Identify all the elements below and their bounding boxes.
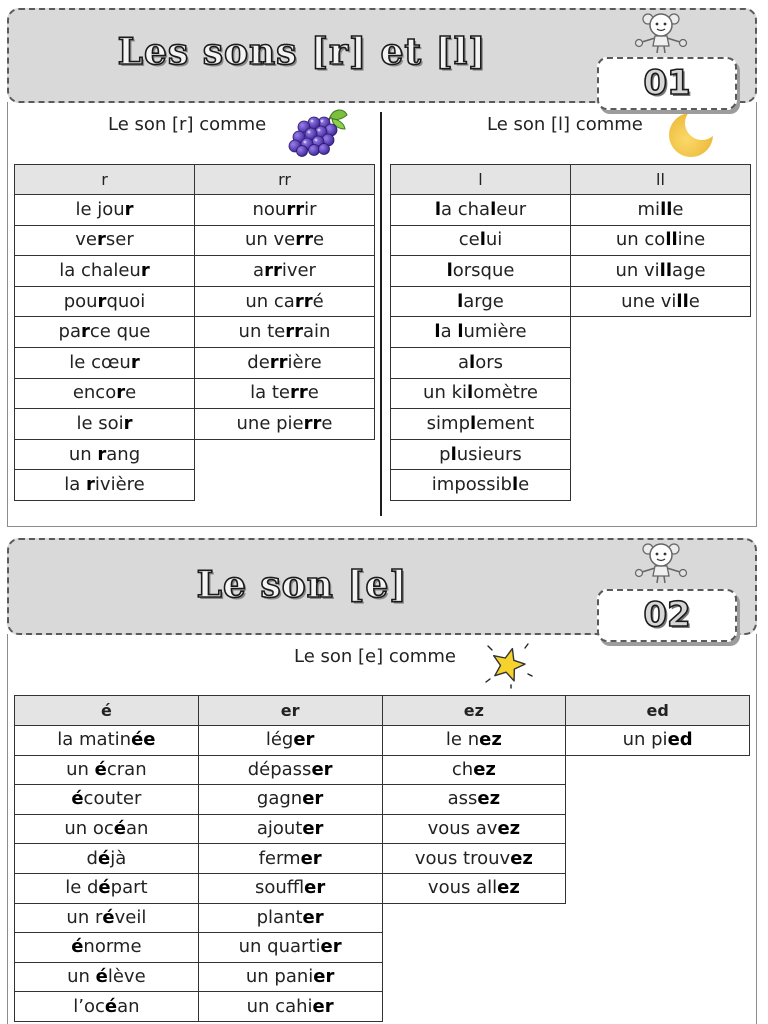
sound-letters: l	[470, 412, 477, 434]
word-part: a cha	[441, 198, 491, 220]
word-part: arge	[463, 290, 504, 312]
table-head	[15, 696, 750, 726]
word-part: pou	[63, 290, 98, 312]
table-cell	[15, 814, 199, 844]
table-row	[15, 814, 750, 844]
sound-letters: rr	[286, 198, 305, 220]
table-header-row	[391, 165, 751, 195]
word-part: un	[67, 966, 96, 988]
empty-cell	[382, 903, 566, 933]
grapes-icon	[284, 107, 348, 157]
sound-letters: l	[457, 290, 464, 312]
empty-cell	[566, 785, 750, 815]
word-part: age	[672, 259, 706, 281]
sound-letters: r	[130, 351, 140, 373]
empty-cell	[566, 873, 750, 903]
table-cell	[382, 844, 566, 874]
table-cell	[195, 347, 375, 378]
empty-cell	[571, 378, 751, 409]
sound-letters: é	[71, 936, 84, 958]
word-part: e	[307, 382, 319, 404]
word-part: le d	[65, 877, 99, 899]
sound-letters: é	[94, 758, 107, 780]
table-row	[15, 286, 375, 317]
word-part: jà	[110, 847, 127, 869]
word-part: part	[110, 877, 148, 899]
empty-cell	[571, 439, 751, 470]
word-part: gagn	[256, 788, 303, 810]
table-cell	[15, 992, 199, 1022]
table-row	[391, 286, 751, 317]
table-cell	[15, 755, 199, 785]
word-part: ch	[451, 758, 474, 780]
word-part: norme	[83, 936, 142, 958]
sound-letters: ll	[676, 290, 689, 312]
empty-cell	[566, 844, 750, 874]
star-icon	[481, 638, 535, 690]
column-header: ed	[566, 696, 750, 726]
word-part: ement	[476, 412, 535, 434]
table-cell	[391, 409, 571, 440]
word-part: une vi	[621, 290, 677, 312]
table-cell	[195, 317, 375, 348]
table-cell	[391, 286, 571, 317]
mascot-icon	[630, 540, 692, 586]
card1-title: Les sons [r] et [l]	[117, 31, 487, 73]
table-cell	[571, 286, 751, 317]
word-part: un	[66, 758, 95, 780]
word-part: un ki	[423, 382, 468, 404]
sound-letters: ll	[660, 198, 673, 220]
word-part: un quarti	[238, 936, 321, 958]
word-part: un pi	[622, 729, 668, 751]
table-cell	[391, 195, 571, 226]
sound-letters: er	[313, 966, 335, 988]
table-cell	[391, 225, 571, 256]
table-row	[15, 470, 375, 501]
word-part: ce que	[89, 321, 151, 343]
word-part: lève	[107, 966, 146, 988]
table-row	[15, 785, 750, 815]
table-cell	[391, 470, 571, 501]
word-part: e	[518, 474, 530, 496]
sound-letters: er	[302, 906, 324, 928]
empty-cell	[195, 470, 375, 501]
sound-letters: rr	[290, 382, 308, 404]
table-cell	[391, 439, 571, 470]
word-part: un oc	[64, 818, 114, 840]
table-cell	[198, 844, 382, 874]
sound-letters: er	[311, 758, 333, 780]
column-header: rr	[195, 165, 375, 195]
word-part: la te	[250, 382, 291, 404]
sound-letters: r	[97, 443, 107, 465]
empty-cell	[566, 814, 750, 844]
sound-letters: r	[80, 321, 90, 343]
sound-letters: rr	[285, 321, 303, 343]
word-part: vous all	[427, 877, 498, 899]
sound-letters: l	[490, 198, 497, 220]
word-part: mi	[637, 198, 661, 220]
table-row	[391, 256, 751, 287]
table-cell	[571, 256, 751, 287]
table-cell	[195, 195, 375, 226]
sound-letters: r	[124, 198, 134, 220]
table-row	[391, 317, 751, 348]
word-part: l’oc	[73, 995, 105, 1017]
caption-sound-l: Le son [l] comme	[487, 114, 643, 135]
word-part: ser	[105, 229, 134, 251]
word-part: de	[247, 351, 270, 373]
empty-cell	[566, 755, 750, 785]
sound-letters: l	[469, 351, 476, 373]
table-cell	[15, 726, 199, 756]
word-part: un ca	[245, 290, 295, 312]
sound-letters: er	[293, 729, 315, 751]
column-header: er	[198, 696, 382, 726]
table-cell	[571, 225, 751, 256]
sound-letters: rr	[269, 351, 288, 373]
sound-letters: ll	[665, 229, 678, 251]
table-row	[391, 409, 751, 440]
table-cell	[195, 378, 375, 409]
table-body	[391, 195, 751, 501]
word-part: vous trouv	[414, 847, 511, 869]
table-cell	[195, 286, 375, 317]
sound-letters: l	[511, 474, 519, 496]
word-part: un vi	[615, 259, 660, 281]
table-row	[15, 992, 750, 1022]
word-part: un te	[238, 321, 286, 343]
table-cell	[195, 225, 375, 256]
table-row	[15, 873, 750, 903]
sound-letters: ed	[667, 729, 693, 751]
table-cell	[15, 378, 195, 409]
column-header: l	[391, 165, 571, 195]
table-row	[391, 378, 751, 409]
table-cell	[198, 814, 382, 844]
word-part: p	[439, 443, 451, 465]
table-row	[15, 844, 750, 874]
empty-cell	[571, 317, 751, 348]
word-part: a	[440, 321, 458, 343]
table-row	[15, 195, 375, 226]
column-header: ez	[382, 696, 566, 726]
table-row	[15, 378, 375, 409]
table-cell	[15, 347, 195, 378]
sound-letters: rr	[295, 229, 313, 251]
sound-letters: r	[140, 259, 150, 281]
column-header: ll	[571, 165, 751, 195]
sound-letters: r	[116, 382, 126, 404]
word-part: un r	[66, 906, 103, 928]
sound-letters: é	[104, 995, 118, 1017]
word-part: a	[253, 259, 265, 281]
sound-letters: ez	[510, 847, 533, 869]
word-part: e	[672, 198, 684, 220]
sound-letters: l	[450, 443, 457, 465]
sound-letters: ez	[477, 788, 501, 810]
table-cell	[15, 873, 199, 903]
table-cell	[198, 962, 382, 992]
empty-cell	[566, 962, 750, 992]
table-row	[391, 439, 751, 470]
sound-letters: rr	[264, 259, 282, 281]
sound-letters: l	[467, 382, 474, 404]
table-cell	[15, 225, 195, 256]
word-part: e	[125, 382, 137, 404]
word-part: pa	[58, 321, 81, 343]
table-cell	[15, 933, 199, 963]
word-part: ang	[106, 443, 141, 465]
sound-letters: er	[312, 995, 334, 1017]
column-header: é	[15, 696, 199, 726]
word-part: vous av	[427, 818, 498, 840]
table-row	[391, 225, 751, 256]
sound-letters: r	[97, 290, 107, 312]
word-part: lég	[265, 729, 294, 751]
word-part: ors	[475, 351, 503, 373]
word-part: quoi	[106, 290, 146, 312]
sound-letters: é	[113, 818, 126, 840]
word-part: ivière	[94, 474, 145, 496]
table-cell	[391, 347, 571, 378]
word-part: un ve	[244, 229, 296, 251]
table-cell	[391, 256, 571, 287]
word-part: un co	[615, 229, 666, 251]
word-part: eur	[496, 198, 527, 220]
sound-letters: l	[457, 321, 464, 343]
word-part: nou	[252, 198, 287, 220]
word-part: ve	[75, 229, 97, 251]
table-cell	[15, 195, 195, 226]
table-header-row	[15, 165, 375, 195]
empty-cell	[571, 409, 751, 440]
words-table-sound-e	[14, 695, 750, 1022]
word-part: an	[125, 818, 149, 840]
table-row	[15, 962, 750, 992]
table-cell	[198, 933, 382, 963]
word-part: dépass	[247, 758, 312, 780]
table-row	[15, 225, 375, 256]
sound-letters: l	[479, 229, 486, 251]
table-head	[15, 165, 375, 195]
sound-letters: é	[102, 906, 115, 928]
word-part: iver	[281, 259, 316, 281]
word-part: d	[86, 847, 98, 869]
word-part: ce	[458, 229, 480, 251]
word-part: souffl	[254, 877, 305, 899]
sound-letters: ez	[479, 729, 502, 751]
table-cell	[15, 286, 195, 317]
sound-letters: r	[123, 412, 133, 434]
word-part: un cahi	[246, 995, 313, 1017]
table-row	[391, 470, 751, 501]
sound-letters: ll	[659, 259, 672, 281]
word-part: le soi	[76, 412, 124, 434]
empty-cell	[382, 962, 566, 992]
sound-letters: ez	[473, 758, 496, 780]
word-part: ferm	[258, 847, 301, 869]
table-cell	[15, 256, 195, 287]
table-row	[15, 439, 375, 470]
sound-letters: l	[446, 259, 453, 281]
sound-letters: er	[302, 818, 324, 840]
words-table-sound-r	[14, 164, 375, 501]
empty-cell	[566, 903, 750, 933]
sound-letters: ée	[131, 729, 156, 751]
table-cell	[198, 992, 382, 1022]
empty-cell	[571, 470, 751, 501]
caption-sound-r: Le son [r] comme	[108, 114, 267, 135]
word-part: ir	[304, 198, 317, 220]
empty-cell	[382, 933, 566, 963]
sound-letters: er	[300, 847, 322, 869]
table-row	[391, 347, 751, 378]
table-row	[15, 317, 375, 348]
table-cell	[15, 317, 195, 348]
sound-letters: é	[97, 847, 111, 869]
table-cell	[198, 755, 382, 785]
word-part: ine	[677, 229, 706, 251]
sound-letters: er	[320, 936, 342, 958]
word-part: cran	[106, 758, 147, 780]
empty-cell	[571, 347, 751, 378]
table-row	[15, 409, 375, 440]
word-part: usieurs	[456, 443, 522, 465]
sound-letters: r	[86, 474, 95, 496]
word-part: ui	[485, 229, 503, 251]
table-cell	[382, 873, 566, 903]
word-part: ain	[302, 321, 331, 343]
table-cell	[382, 785, 566, 815]
word-part: le n	[445, 729, 480, 751]
card1-number-badge: 01	[597, 57, 737, 110]
empty-cell	[195, 439, 375, 470]
table-body	[15, 726, 750, 1022]
column-divider	[380, 112, 382, 516]
table-cell	[15, 844, 199, 874]
word-part: e	[688, 290, 700, 312]
word-part: le cœu	[69, 351, 131, 373]
word-part: ajout	[256, 818, 303, 840]
word-part: orsque	[452, 259, 515, 281]
word-part: an	[117, 995, 140, 1017]
table-cell	[15, 785, 199, 815]
table-row	[15, 755, 750, 785]
empty-cell	[382, 992, 566, 1022]
table-header-row	[15, 696, 750, 726]
table-cell	[391, 317, 571, 348]
table-cell	[15, 903, 199, 933]
word-part: ière	[287, 351, 322, 373]
sound-letters: er	[302, 788, 324, 810]
word-part: umière	[463, 321, 527, 343]
table-head	[391, 165, 751, 195]
table-cell	[15, 409, 195, 440]
table-cell	[15, 470, 195, 501]
table-cell	[15, 962, 199, 992]
table-row	[15, 903, 750, 933]
moon-icon	[666, 106, 718, 160]
empty-cell	[566, 992, 750, 1022]
column-header: r	[15, 165, 195, 195]
sound-letters: l	[434, 198, 441, 220]
word-part: impossib	[431, 474, 512, 496]
table-cell	[198, 903, 382, 933]
sound-letters: é	[71, 788, 84, 810]
word-part: ass	[447, 788, 478, 810]
word-part: simp	[426, 412, 470, 434]
words-table-sound-l	[390, 164, 751, 501]
card2-number-badge: 02	[597, 589, 737, 642]
table-cell	[382, 755, 566, 785]
word-part: e	[321, 412, 333, 434]
table-cell	[198, 726, 382, 756]
table-cell	[391, 378, 571, 409]
sound-letters: er	[304, 877, 326, 899]
mascot-icon	[630, 10, 692, 56]
table-cell	[566, 726, 750, 756]
empty-cell	[566, 933, 750, 963]
word-part: une pie	[236, 412, 304, 434]
table-cell	[198, 873, 382, 903]
caption-sound-e: Le son [e] comme	[294, 646, 456, 667]
table-cell	[195, 409, 375, 440]
table-cell	[382, 814, 566, 844]
word-part: la	[64, 474, 87, 496]
table-cell	[382, 726, 566, 756]
sound-letters: ez	[497, 877, 520, 899]
sound-letters: rr	[294, 290, 313, 312]
word-part: veil	[114, 906, 147, 928]
card2-title: Le son [e]	[196, 564, 408, 606]
word-part: un pani	[245, 966, 314, 988]
sound-letters: é	[95, 966, 108, 988]
table-row	[15, 347, 375, 378]
sound-letters: ez	[497, 818, 521, 840]
table-row	[15, 933, 750, 963]
word-part: le jou	[75, 198, 125, 220]
word-part: couter	[83, 788, 142, 810]
word-part: la chaleu	[59, 259, 141, 281]
table-cell	[198, 785, 382, 815]
sound-letters: l	[434, 321, 441, 343]
table-body	[15, 195, 375, 501]
word-part: é	[312, 290, 324, 312]
sound-letters: rr	[303, 412, 322, 434]
table-row	[15, 726, 750, 756]
table-row	[15, 256, 375, 287]
word-part: omètre	[473, 382, 538, 404]
word-part: enco	[72, 382, 117, 404]
table-cell	[571, 195, 751, 226]
word-part: la matin	[57, 729, 132, 751]
word-part: e	[312, 229, 325, 251]
word-part: un	[68, 443, 98, 465]
word-part: plant	[256, 906, 303, 928]
word-part: a	[458, 351, 470, 373]
table-cell	[15, 439, 195, 470]
table-row	[391, 195, 751, 226]
table-cell	[195, 256, 375, 287]
sound-letters: é	[98, 877, 111, 899]
sound-letters: r	[96, 229, 106, 251]
